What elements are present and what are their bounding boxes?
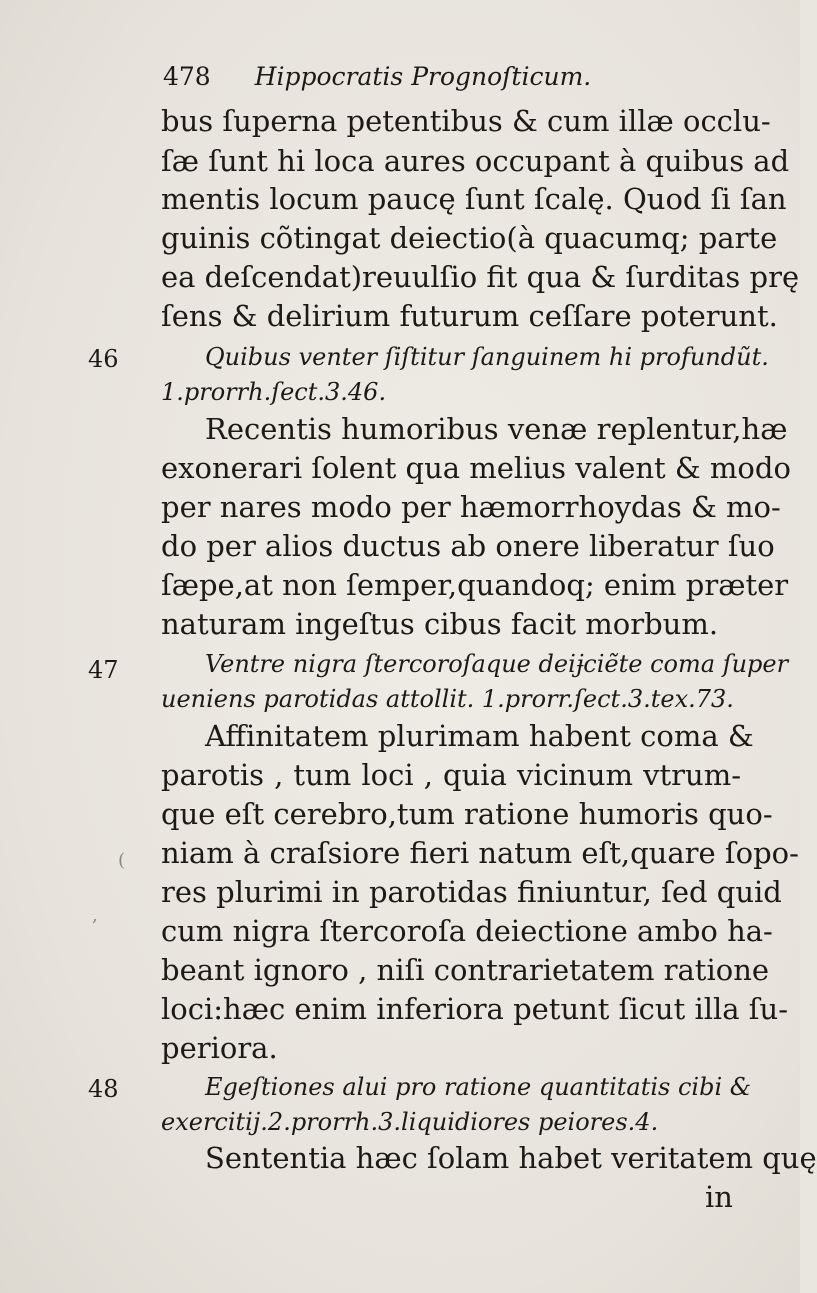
commentary-line: ſæpe,at non ſemper,quandoq; enim præter: [161, 568, 789, 602]
margin-mark: ,: [92, 905, 98, 926]
catchword: in: [705, 1180, 733, 1214]
margin-number-48: 48: [88, 1075, 119, 1103]
running-title: Hippocratis Prognoſticum.: [254, 62, 592, 91]
commentary-line: que eſt cerebro,tum ratione humoris quo-: [161, 797, 773, 831]
commentary-line: beant ignoro , niſi contrarietatem ratione: [161, 953, 770, 987]
text-line: ſæ ſunt hi loca aures occupant à quibus ad: [161, 144, 790, 178]
commentary-line: naturam ingeſtus cibus facit morbum.: [161, 607, 719, 641]
margin-number-47: 47: [88, 656, 119, 684]
commentary-line: cum nigra ſtercoroſa deiectione ambo ha-: [161, 914, 773, 948]
text-line: bus ſuperna petentibus & cum illæ occlu-: [161, 104, 771, 138]
commentary-line: exonerari ſolent qua melius valent & modo: [161, 451, 791, 485]
text-line: ea deſcendat)reuulſio fit qua & ſurditas prę: [161, 260, 800, 294]
margin-number-46: 46: [88, 345, 119, 373]
aphorism-lemma-continued: ueniens parotidas attollit. 1.prorr.ſect.3.tex.73.: [161, 685, 734, 713]
commentary-line: Affinitatem plurimam habent coma &: [205, 719, 754, 753]
aphorism-lemma: Egeſtiones alui pro ratione quantitatis cibi &: [205, 1073, 752, 1101]
commentary-line: Recentis humoribus venæ replentur,hæ: [205, 412, 788, 446]
commentary-line: loci:hæc enim inferiora petunt ſicut illa ſu-: [161, 992, 789, 1026]
commentary-line: per nares modo per hæmorrhoydas & mo-: [161, 490, 781, 524]
aphorism-reference: 1.prorrh.ſect.3.46.: [161, 378, 387, 406]
commentary-line: res plurimi in parotidas finiuntur, ſed quid: [161, 875, 782, 909]
margin-mark: (: [118, 850, 126, 871]
aphorism-lemma-continued: exercitij.2.prorrh.3.liquidiores peiores.4.: [161, 1108, 659, 1136]
running-head: [163, 62, 591, 91]
text-line: guinis cõtingat deiectio(à quacumq; parte: [161, 221, 778, 255]
commentary-line: periora.: [161, 1031, 278, 1065]
text-line: mentis locum paucę ſunt ſcalę. Quod ſi ſan: [161, 182, 787, 216]
commentary-line: Sententia hæc ſolam habet veritatem quę: [205, 1141, 817, 1175]
aphorism-lemma: Quibus venter ſiſtitur ſanguinem hi profundũt.: [205, 343, 769, 371]
aphorism-lemma: Ventre nigra ſtercoroſaque deiɉciẽte coma ſuper: [205, 650, 789, 678]
commentary-line: do per alios ductus ab onere liberatur ſuo: [161, 529, 775, 563]
commentary-line: parotis , tum loci , quia vicinum vtrum-: [161, 758, 741, 792]
commentary-line: niam à craſsiore fieri natum eſt,quare ſopo-: [161, 836, 799, 870]
text-line: ſens & delirium futurum ceſſare poterunt.: [161, 299, 778, 333]
page-number: 478: [163, 62, 211, 91]
